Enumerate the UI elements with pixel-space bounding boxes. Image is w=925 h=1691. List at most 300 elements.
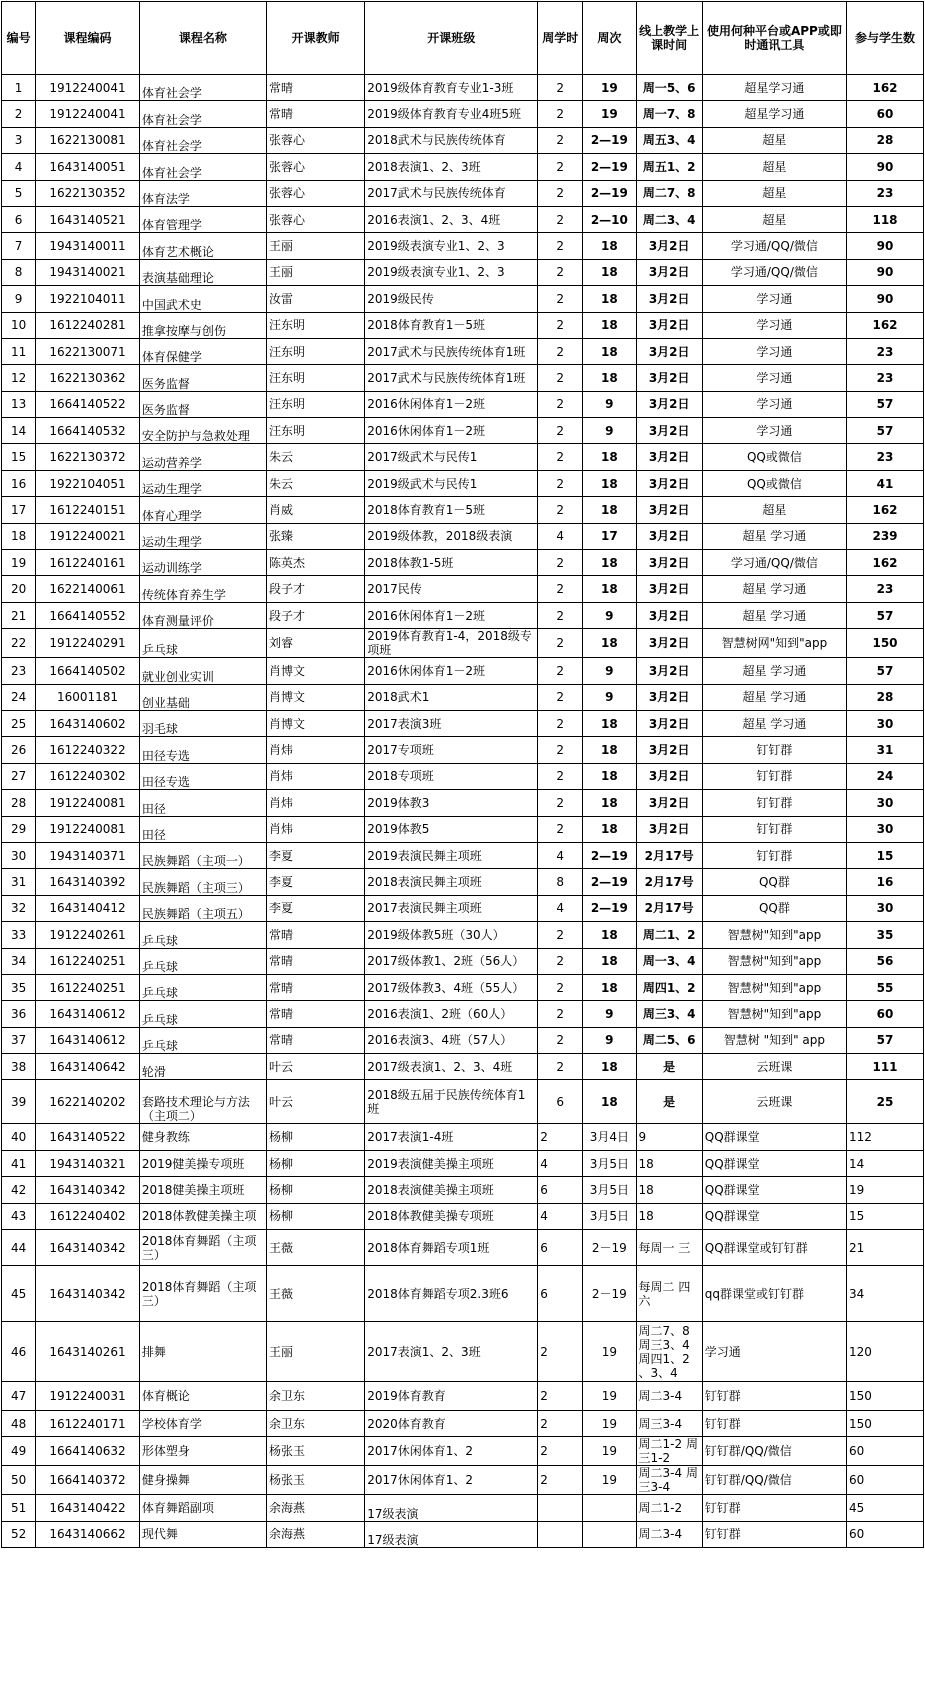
weekly-hours: 2 [538, 974, 583, 1000]
course-name: 田径专选 [139, 737, 266, 763]
course-code: 1643140342 [36, 1230, 140, 1266]
weekly-hours: 2 [538, 127, 583, 153]
table-row [2, 684, 924, 710]
student-count: 60 [847, 1437, 924, 1466]
course-name: 医务监督 [139, 391, 266, 417]
class-group: 2019级体育教育专业4班5班 [365, 101, 538, 127]
student-count: 15 [847, 1203, 924, 1229]
course-code: 1943140011 [36, 233, 140, 259]
platform: 智慧树网"知到"app [702, 629, 846, 658]
course-name: 体育心理学 [139, 497, 266, 523]
weeks: 9 [583, 1001, 636, 1027]
course-name: 体育社会学 [139, 101, 266, 127]
course-code: 1643140422 [36, 1495, 140, 1521]
table-row [2, 550, 924, 576]
row-number: 19 [2, 550, 36, 576]
course-code: 1664140552 [36, 602, 140, 628]
class-group: 2020体育教育 [365, 1411, 538, 1437]
platform: 钉钉群 [702, 1411, 846, 1437]
weekly-hours: 2 [538, 1124, 583, 1150]
student-count: 19 [847, 1177, 924, 1203]
weekly-hours: 6 [538, 1080, 583, 1124]
platform: 学习通 [702, 338, 846, 364]
header-cell: 课程编码 [36, 2, 140, 75]
class-group: 2019级民传 [365, 286, 538, 312]
teacher: 汪东明 [266, 391, 364, 417]
teacher: 杨柳 [266, 1150, 364, 1176]
row-number: 39 [2, 1080, 36, 1124]
row-number: 41 [2, 1150, 36, 1176]
course-name: 民族舞蹈（主项三） [139, 869, 266, 895]
platform: qq群课堂或钉钉群 [702, 1266, 846, 1322]
course-name: 羽毛球 [139, 710, 266, 736]
table-row [2, 1411, 924, 1437]
online-class-time: 周二3-4 周三3-4 [636, 1466, 702, 1495]
course-code: 1943140321 [36, 1150, 140, 1176]
course-name: 运动训练学 [139, 550, 266, 576]
platform: QQ或微信 [702, 470, 846, 496]
course-code: 1622130352 [36, 180, 140, 206]
teacher: 王丽 [266, 1322, 364, 1382]
class-group: 2017武术与民族传统体育1班 [365, 338, 538, 364]
course-code: 1943140021 [36, 259, 140, 285]
weeks: 3月5日 [583, 1203, 636, 1229]
online-class-time: 3月2日 [636, 233, 702, 259]
weeks: 18 [583, 444, 636, 470]
online-class-time: 3月2日 [636, 418, 702, 444]
table-row [2, 180, 924, 206]
teacher: 汪东明 [266, 418, 364, 444]
row-number: 6 [2, 206, 36, 232]
course-name: 2018体育舞蹈（主项三） [139, 1266, 266, 1322]
student-count: 14 [847, 1150, 924, 1176]
course-code: 1612240302 [36, 763, 140, 789]
student-count: 23 [847, 338, 924, 364]
online-class-time: 周二7、8 周三3、4 周四1、2 、3、4 [636, 1322, 702, 1382]
row-number: 30 [2, 842, 36, 868]
weeks: 18 [583, 576, 636, 602]
student-count: 162 [847, 312, 924, 338]
weeks: 2—19 [583, 180, 636, 206]
row-number: 34 [2, 948, 36, 974]
platform: 学习通/QQ/微信 [702, 259, 846, 285]
student-count: 57 [847, 418, 924, 444]
course-code: 1922104011 [36, 286, 140, 312]
online-class-time: 3月2日 [636, 602, 702, 628]
row-number: 42 [2, 1177, 36, 1203]
online-class-time: 3月2日 [636, 710, 702, 736]
teacher: 张蓉心 [266, 154, 364, 180]
course-code: 1912240081 [36, 816, 140, 842]
platform: 超星 [702, 180, 846, 206]
course-name: 民族舞蹈（主项五） [139, 895, 266, 921]
course-name: 排舞 [139, 1322, 266, 1382]
row-number: 31 [2, 869, 36, 895]
course-code: 1943140371 [36, 842, 140, 868]
weekly-hours: 2 [538, 75, 583, 101]
weeks: 3月5日 [583, 1177, 636, 1203]
row-number: 16 [2, 470, 36, 496]
weeks: 2—10 [583, 206, 636, 232]
class-group: 2017级体教1、2班（56人） [365, 948, 538, 974]
weekly-hours: 2 [538, 948, 583, 974]
table-row [2, 1322, 924, 1382]
table-row [2, 974, 924, 1000]
weekly-hours: 2 [538, 418, 583, 444]
platform: 学习通 [702, 312, 846, 338]
online-class-time: 3月2日 [636, 391, 702, 417]
weeks: 9 [583, 684, 636, 710]
teacher: 朱云 [266, 444, 364, 470]
table-row [2, 365, 924, 391]
student-count: 34 [847, 1266, 924, 1322]
platform: 钉钉群 [702, 763, 846, 789]
weekly-hours: 4 [538, 1203, 583, 1229]
header-cell: 开课班级 [365, 2, 538, 75]
online-class-time: 是 [636, 1054, 702, 1080]
online-class-time: 3月2日 [636, 365, 702, 391]
platform: 超星 学习通 [702, 576, 846, 602]
teacher: 余卫东 [266, 1382, 364, 1411]
online-class-time: 18 [636, 1177, 702, 1203]
weekly-hours: 2 [538, 550, 583, 576]
table-row [2, 1001, 924, 1027]
course-code: 1912240261 [36, 922, 140, 948]
weeks [583, 1521, 636, 1547]
row-number: 17 [2, 497, 36, 523]
row-number: 48 [2, 1411, 36, 1437]
platform: 钉钉群 [702, 1521, 846, 1547]
class-group: 2016休闲体育1－2班 [365, 658, 538, 684]
platform: 钉钉群 [702, 816, 846, 842]
teacher: 常晴 [266, 1001, 364, 1027]
class-group: 2019表演健美操主项班 [365, 1150, 538, 1176]
course-name: 医务监督 [139, 365, 266, 391]
class-group: 2017武术与民族传统体育 [365, 180, 538, 206]
course-code: 1612240251 [36, 948, 140, 974]
weeks: 19 [583, 1382, 636, 1411]
student-count: 25 [847, 1080, 924, 1124]
platform: 钉钉群 [702, 1382, 846, 1411]
class-group: 2018专项班 [365, 763, 538, 789]
teacher: 肖博文 [266, 658, 364, 684]
student-count: 90 [847, 154, 924, 180]
course-name: 表演基础理论 [139, 259, 266, 285]
teacher: 余海燕 [266, 1521, 364, 1547]
weekly-hours [538, 1521, 583, 1547]
row-number: 25 [2, 710, 36, 736]
teacher: 张蓉心 [266, 206, 364, 232]
weekly-hours: 2 [538, 1466, 583, 1495]
weekly-hours: 2 [538, 1411, 583, 1437]
weekly-hours: 2 [538, 365, 583, 391]
online-class-time: 3月2日 [636, 286, 702, 312]
platform: 超星 学习通 [702, 684, 846, 710]
class-group: 2018体教1-5班 [365, 550, 538, 576]
course-name: 中国武术史 [139, 286, 266, 312]
table-row [2, 790, 924, 816]
online-class-time: 9 [636, 1124, 702, 1150]
weeks: 3月4日 [583, 1124, 636, 1150]
table-row [2, 1495, 924, 1521]
course-code: 1643140642 [36, 1054, 140, 1080]
weekly-hours: 2 [538, 710, 583, 736]
course-name: 运动营养学 [139, 444, 266, 470]
student-count: 90 [847, 259, 924, 285]
weekly-hours: 2 [538, 444, 583, 470]
weekly-hours: 2 [538, 576, 583, 602]
table-row [2, 206, 924, 232]
weeks: 3月5日 [583, 1150, 636, 1176]
table-row [2, 1054, 924, 1080]
student-count: 23 [847, 180, 924, 206]
student-count: 111 [847, 1054, 924, 1080]
class-group: 2019体教3 [365, 790, 538, 816]
teacher: 李夏 [266, 869, 364, 895]
teacher: 肖炜 [266, 763, 364, 789]
course-name: 运动生理学 [139, 470, 266, 496]
teacher: 李夏 [266, 842, 364, 868]
online-class-time: 3月2日 [636, 497, 702, 523]
header-cell: 开课教师 [266, 2, 364, 75]
course-name: 体育舞蹈副项 [139, 1495, 266, 1521]
teacher: 肖博文 [266, 710, 364, 736]
weeks: 18 [583, 233, 636, 259]
weekly-hours: 2 [538, 922, 583, 948]
platform: QQ群课堂 [702, 1150, 846, 1176]
table-row [2, 286, 924, 312]
course-name: 现代舞 [139, 1521, 266, 1547]
student-count: 150 [847, 1411, 924, 1437]
teacher: 常晴 [266, 75, 364, 101]
online-class-time: 周一5、6 [636, 75, 702, 101]
table-row [2, 1382, 924, 1411]
row-number: 40 [2, 1124, 36, 1150]
course-code: 1622140061 [36, 576, 140, 602]
class-group: 2019体教5 [365, 816, 538, 842]
table-row [2, 1521, 924, 1547]
weeks: 2—19 [583, 895, 636, 921]
student-count: 23 [847, 444, 924, 470]
teacher: 余卫东 [266, 1411, 364, 1437]
teacher: 常晴 [266, 1027, 364, 1053]
course-code: 1664140632 [36, 1437, 140, 1466]
class-group: 2019体育教育 [365, 1382, 538, 1411]
class-group: 2019级体育教育专业1-3班 [365, 75, 538, 101]
weekly-hours: 2 [538, 259, 583, 285]
class-group: 2019级体教，2018级表演 [365, 523, 538, 549]
row-number: 45 [2, 1266, 36, 1322]
row-number: 14 [2, 418, 36, 444]
table-row [2, 1027, 924, 1053]
platform: QQ群课堂 [702, 1124, 846, 1150]
table-row [2, 816, 924, 842]
online-class-time: 3月2日 [636, 658, 702, 684]
weeks: 18 [583, 1080, 636, 1124]
table-row [2, 444, 924, 470]
table-row [2, 101, 924, 127]
weeks: 18 [583, 338, 636, 364]
row-number: 7 [2, 233, 36, 259]
row-number: 51 [2, 1495, 36, 1521]
student-count: 60 [847, 101, 924, 127]
course-code: 1912240291 [36, 629, 140, 658]
platform: 智慧树"知到"app [702, 922, 846, 948]
student-count: 57 [847, 1027, 924, 1053]
header-cell: 编号 [2, 2, 36, 75]
course-code: 1912240041 [36, 75, 140, 101]
course-code: 1643140051 [36, 154, 140, 180]
online-class-time: 18 [636, 1150, 702, 1176]
weekly-hours: 2 [538, 180, 583, 206]
weekly-hours: 2 [538, 206, 583, 232]
course-name: 安全防护与急救处理 [139, 418, 266, 444]
weekly-hours: 2 [538, 763, 583, 789]
student-count: 21 [847, 1230, 924, 1266]
course-code: 1622130362 [36, 365, 140, 391]
course-name: 形体塑身 [139, 1437, 266, 1466]
student-count: 162 [847, 550, 924, 576]
weekly-hours: 8 [538, 869, 583, 895]
header-cell: 使用何种平台或APP或即时通讯工具 [702, 2, 846, 75]
online-class-time: 3月2日 [636, 763, 702, 789]
table-row [2, 154, 924, 180]
student-count: 162 [847, 497, 924, 523]
online-class-time: 2月17号 [636, 842, 702, 868]
row-number: 1 [2, 75, 36, 101]
course-code: 1612240281 [36, 312, 140, 338]
student-count: 45 [847, 1495, 924, 1521]
weeks [583, 1495, 636, 1521]
row-number: 5 [2, 180, 36, 206]
student-count: 90 [847, 286, 924, 312]
course-code: 1664140372 [36, 1466, 140, 1495]
weekly-hours: 2 [538, 391, 583, 417]
course-name: 2019健美操专项班 [139, 1150, 266, 1176]
weeks: 9 [583, 658, 636, 684]
row-number: 13 [2, 391, 36, 417]
course-code: 1643140612 [36, 1027, 140, 1053]
course-code: 1643140412 [36, 895, 140, 921]
row-number: 8 [2, 259, 36, 285]
table-row [2, 895, 924, 921]
online-class-time: 周五1、2 [636, 154, 702, 180]
weeks: 18 [583, 737, 636, 763]
weeks: 18 [583, 974, 636, 1000]
row-number: 11 [2, 338, 36, 364]
platform: 超星 [702, 497, 846, 523]
course-name: 民族舞蹈（主项一） [139, 842, 266, 868]
course-code: 16001181 [36, 684, 140, 710]
platform: QQ群课堂 [702, 1203, 846, 1229]
platform: 智慧树"知到"app [702, 974, 846, 1000]
course-code: 1922104051 [36, 470, 140, 496]
student-count: 24 [847, 763, 924, 789]
class-group: 2016休闲体育1－2班 [365, 602, 538, 628]
class-group: 2017表演3班 [365, 710, 538, 736]
weeks: 18 [583, 763, 636, 789]
table-row [2, 418, 924, 444]
header-cell: 周学时 [538, 2, 583, 75]
student-count: 56 [847, 948, 924, 974]
weekly-hours: 2 [538, 497, 583, 523]
weekly-hours: 2 [538, 312, 583, 338]
weeks: 18 [583, 312, 636, 338]
class-group: 2017表演1、2、3班 [365, 1322, 538, 1382]
course-name: 体育社会学 [139, 127, 266, 153]
student-count: 41 [847, 470, 924, 496]
teacher: 朱云 [266, 470, 364, 496]
platform: 学习通/QQ/微信 [702, 233, 846, 259]
row-number: 3 [2, 127, 36, 153]
weekly-hours: 2 [538, 1027, 583, 1053]
online-class-time: 3月2日 [636, 338, 702, 364]
teacher: 叶云 [266, 1054, 364, 1080]
teacher: 常晴 [266, 922, 364, 948]
teacher: 杨柳 [266, 1203, 364, 1229]
table-row [2, 602, 924, 628]
teacher: 肖博文 [266, 684, 364, 710]
table-row [2, 1230, 924, 1266]
weekly-hours [538, 1495, 583, 1521]
weeks: 18 [583, 259, 636, 285]
class-group: 2019表演民舞主项班 [365, 842, 538, 868]
table-row [2, 1203, 924, 1229]
course-name: 乒乓球 [139, 629, 266, 658]
platform: QQ群课堂 [702, 1177, 846, 1203]
course-name: 体育管理学 [139, 206, 266, 232]
course-name: 2018健美操主项班 [139, 1177, 266, 1203]
table-row [2, 1080, 924, 1124]
course-name: 乒乓球 [139, 948, 266, 974]
row-number: 29 [2, 816, 36, 842]
weekly-hours: 2 [538, 816, 583, 842]
table-row [2, 1150, 924, 1176]
online-class-time: 周二7、8 [636, 180, 702, 206]
course-name: 体育法学 [139, 180, 266, 206]
weeks: 18 [583, 1054, 636, 1080]
course-code: 1664140522 [36, 391, 140, 417]
platform: 超星 [702, 154, 846, 180]
student-count: 120 [847, 1322, 924, 1382]
class-group: 17级表演 [365, 1495, 538, 1521]
teacher: 王丽 [266, 233, 364, 259]
weeks: 18 [583, 550, 636, 576]
class-group: 2016表演1、2、3、4班 [365, 206, 538, 232]
platform: 钉钉群 [702, 1495, 846, 1521]
online-class-time: 周三3-4 [636, 1411, 702, 1437]
weekly-hours: 2 [538, 154, 583, 180]
student-count: 57 [847, 602, 924, 628]
row-number: 26 [2, 737, 36, 763]
student-count: 30 [847, 895, 924, 921]
row-number: 46 [2, 1322, 36, 1382]
weeks: 19 [583, 1437, 636, 1466]
teacher: 汪东明 [266, 338, 364, 364]
class-group: 2016表演1、2班（60人） [365, 1001, 538, 1027]
table-row [2, 922, 924, 948]
course-code: 1612240151 [36, 497, 140, 523]
teacher: 常晴 [266, 101, 364, 127]
course-code: 1643140521 [36, 206, 140, 232]
teacher: 汝雷 [266, 286, 364, 312]
online-class-time: 3月2日 [636, 790, 702, 816]
online-class-time: 周二1-2 周三1-2 [636, 1437, 702, 1466]
weeks: 19 [583, 75, 636, 101]
teacher: 张蓉心 [266, 180, 364, 206]
row-number: 4 [2, 154, 36, 180]
course-name: 体育社会学 [139, 154, 266, 180]
